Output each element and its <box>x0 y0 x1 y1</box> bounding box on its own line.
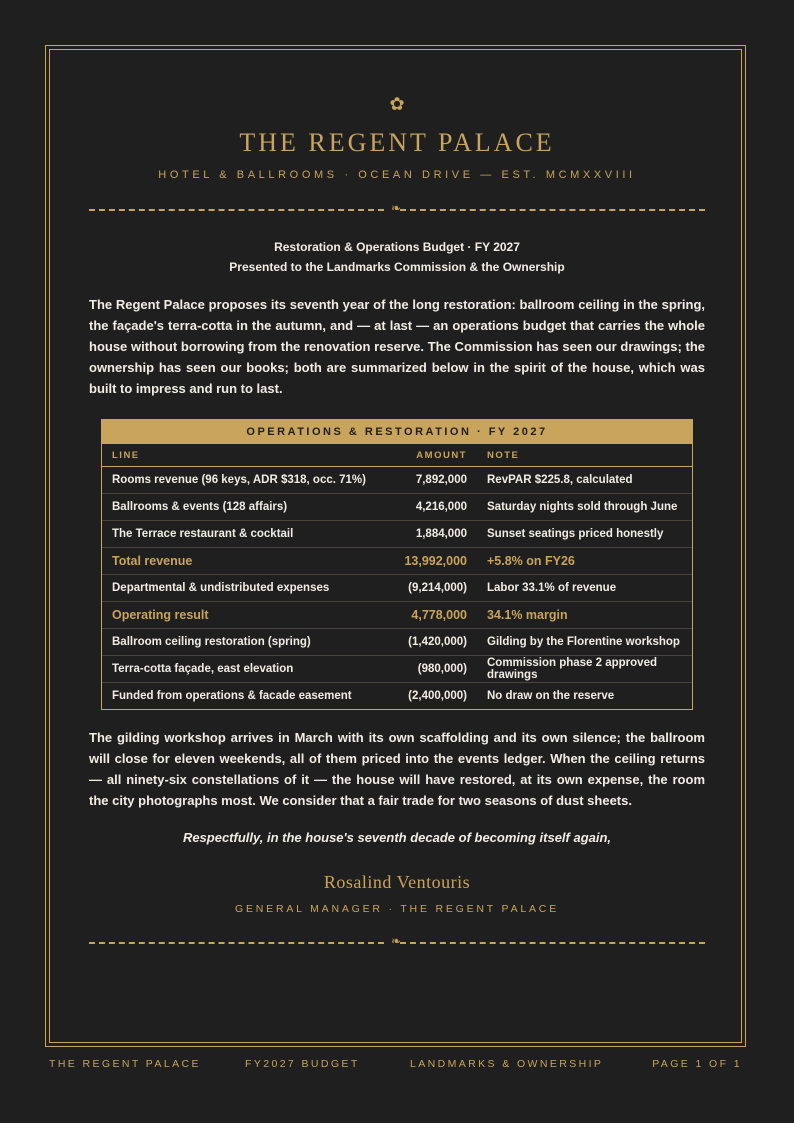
operating-result-row <box>102 602 692 629</box>
row-line: Ballrooms & events (128 affairs) <box>102 494 387 521</box>
row-note: +5.8% on FY26 <box>477 548 692 575</box>
ornamental-divider <box>89 201 705 216</box>
budget-table <box>101 419 693 710</box>
table-row <box>102 494 692 521</box>
row-amount: 13,992,000 <box>387 548 477 575</box>
footer-page-number: PAGE 1 OF 1 <box>652 1058 742 1070</box>
row-amount: 4,216,000 <box>387 494 477 521</box>
row-amount: 1,884,000 <box>387 521 477 548</box>
hotel-title: THE REGENT PALACE <box>239 128 555 157</box>
page-footer <box>49 1058 742 1072</box>
row-line: Total revenue <box>102 548 387 575</box>
intro-paragraph: The Regent Palace proposes its seventh year of the long restoration: ballroom ceiling in the spring, the façade's terra-cotta in the autumn, and — at last — an operations budget that carries the whole house without borrowing from the renovation reserve. The Commission has seen our drawings; the ownership has seen our books; both are summarized below in the spirit of the house, which was built to impress and run to last. <box>89 297 705 396</box>
ornamental-divider-bottom <box>89 934 705 949</box>
flower-icon: ✿ <box>389 94 405 114</box>
table-row <box>102 575 692 602</box>
row-note: 34.1% margin <box>477 602 692 629</box>
row-note: Gilding by the Florentine workshop <box>477 629 692 656</box>
row-line: Funded from operations & facade easement <box>112 690 352 702</box>
table-row <box>102 629 692 656</box>
signatory-role: GENERAL MANAGER · THE REGENT PALACE <box>235 903 559 915</box>
row-line: Rooms revenue (96 keys, ADR $318, occ. 71%) <box>102 467 387 494</box>
footer-hotel-name: THE REGENT PALACE <box>49 1058 201 1070</box>
row-amount: (980,000) <box>387 656 477 683</box>
hotel-subtitle: HOTEL & BALLROOMS · OCEAN DRIVE — EST. MCMXXVIII <box>158 169 636 181</box>
row-note: Commission phase 2 approved drawings <box>477 656 692 683</box>
column-header-line: LINE <box>102 444 387 467</box>
row-amount: (9,214,000) <box>387 575 477 602</box>
row-amount: (2,400,000) <box>408 690 467 702</box>
row-amount: (1,420,000) <box>387 629 477 656</box>
row-line: The Terrace restaurant & cocktail <box>102 521 387 548</box>
heading-line-1: Restoration & Operations Budget · FY 2027 <box>274 240 520 254</box>
row-line: Ballroom ceiling restoration (spring) <box>102 629 387 656</box>
row-line: Operating result <box>102 602 387 629</box>
row-note: Labor 33.1% of revenue <box>477 575 692 602</box>
letter-body <box>89 92 705 949</box>
valediction: Respectfully, in the house's seventh decade of becoming itself again, <box>182 830 612 845</box>
row-note: RevPAR $225.8, calculated <box>477 467 692 494</box>
row-note: Saturday nights sold through June <box>477 494 692 521</box>
table-row <box>102 467 692 494</box>
fleuron-icon: ❧ <box>390 934 402 948</box>
row-line: Departmental & undistributed expenses <box>102 575 387 602</box>
table-row <box>102 683 692 710</box>
row-note: Sunset seatings priced honestly <box>477 521 692 548</box>
row-amount: 7,892,000 <box>387 467 477 494</box>
row-line: Terra-cotta façade, east elevation <box>102 656 387 683</box>
column-header-amount: AMOUNT <box>387 444 477 467</box>
closing-paragraph: The gilding workshop arrives in March with its own scaffolding and its own silence; the ballroom will close for eleven weekends, all of them priced into the events ledger. When the ceiling returns — all ninety-six constellations of it — the house will have restored, at its own expense, the room the city photographs most. We consider that a fair trade for two seasons of dust sheets. <box>89 730 705 808</box>
signatory-name: Rosalind Ventouris <box>323 872 471 892</box>
document-heading <box>89 237 705 277</box>
total-revenue-row <box>102 548 692 575</box>
column-header-note: NOTE <box>477 444 692 467</box>
table-row <box>102 656 692 683</box>
table-row <box>102 521 692 548</box>
heading-line-2: Presented to the Landmarks Commission & the Ownership <box>229 260 565 274</box>
row-note: No draw on the reserve <box>487 690 615 702</box>
table-header-row <box>102 444 692 467</box>
fleuron-icon: ❧ <box>390 201 402 215</box>
table-title: OPERATIONS & RESTORATION · FY 2027 <box>102 420 692 444</box>
row-amount: 4,778,000 <box>387 602 477 629</box>
footer-audience: LANDMARKS & OWNERSHIP <box>410 1058 604 1070</box>
footer-budget: FY2027 BUDGET <box>245 1058 360 1070</box>
